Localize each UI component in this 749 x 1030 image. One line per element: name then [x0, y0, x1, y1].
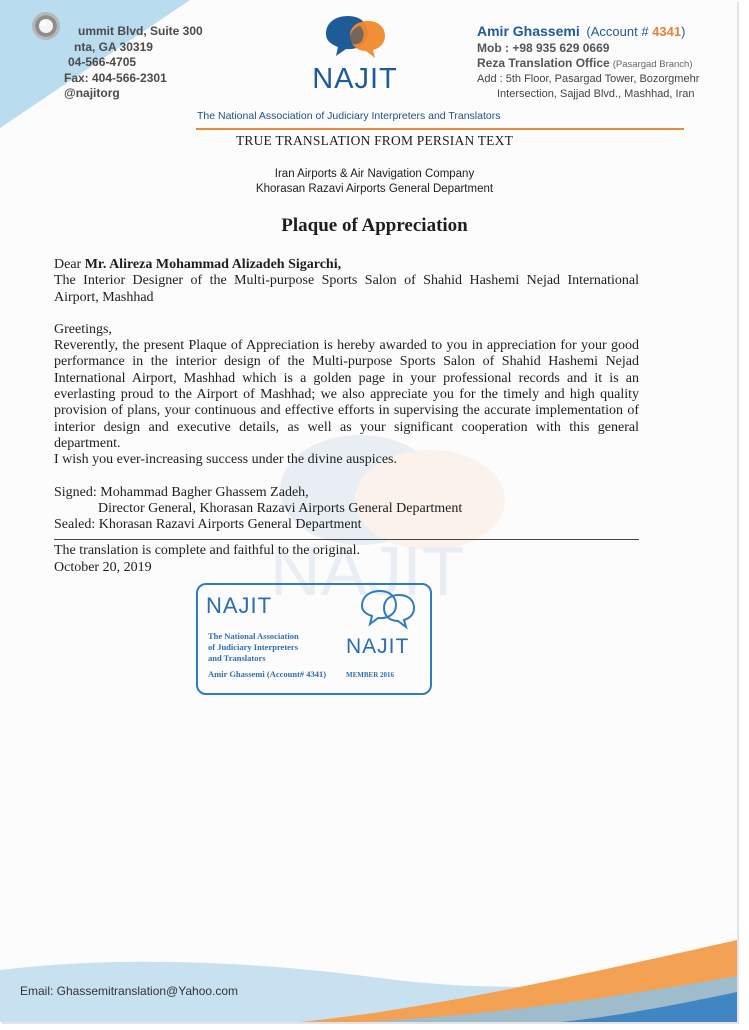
us-office-info — [64, 24, 203, 102]
issuing-company — [0, 167, 749, 197]
office-line — [477, 56, 699, 72]
stamp-logo-text-2: NAJIT — [346, 635, 410, 658]
najit-stamp — [196, 583, 432, 695]
translation-note: The translation is complete and faithful to the original. — [54, 543, 360, 559]
spacer — [54, 306, 639, 322]
svg-text:NAJIT: NAJIT — [270, 532, 465, 610]
sealed-line: Sealed: Khorasan Razavi Airports General Department — [54, 517, 362, 533]
stamp-assoc-line-2: of Judiciary Interpreters — [208, 642, 299, 652]
phone: 04-566-4705 — [68, 55, 137, 69]
account-label-text: (Account # — [586, 24, 653, 39]
stamp-account: Amir Ghassemi (Account# 4341) — [208, 669, 327, 679]
header-divider — [196, 128, 684, 130]
greeting: Greetings, — [54, 321, 112, 337]
closing-wish: I wish you ever-increasing success under the divine auspices. — [54, 452, 397, 468]
address-line-2: nta, GA 30319 — [74, 39, 153, 54]
recipient-name: Mr. Alireza Mohammad Alizadeh Sigarchi, — [84, 257, 342, 272]
document-title: Plaque of Appreciation — [281, 215, 468, 236]
signed-line: Signed: Mohammad Bagher Ghassem Zadeh, — [54, 484, 309, 500]
translator-name: Amir Ghassemi — [477, 23, 580, 39]
staple-hole-icon — [32, 12, 60, 40]
footer-wave — [0, 940, 737, 1022]
logo-text: NAJIT — [312, 63, 398, 95]
footer-email: Email: Ghassemitranslation@Yahoo.com — [20, 984, 239, 998]
salutation — [54, 257, 639, 273]
salutation-prefix: Dear — [54, 257, 85, 272]
company-line-2: Khorasan Razavi Airports General Department — [255, 183, 494, 195]
signer-title: Director General, Khorasan Razavi Airports General Department — [98, 500, 463, 516]
translation-heading: TRUE TRANSLATION FROM PERSIAN TEXT — [235, 133, 514, 148]
translator-info — [477, 24, 699, 102]
office-address-2: Intersection, Sajjad Blvd., Mashhad, Iran — [497, 88, 695, 100]
divider-line — [54, 539, 639, 540]
body-paragraph: Reverently, the present Plaque of Appreciation is hereby awarded to you in appreciation for your good performance in the interior design of the Multi-purpose Sports Salon of Shahid Hashemi Nejad International Airport, Mashhad which is a golden page in your professional records and it is an everlasting proud to the Airport of Mashhad; we also appreciate you for the timely and high quality provision of plans, your continuous and effective efforts in supervising the accurate implementation of interior design and executive details, as well as your significant cooperation with this general department. — [54, 338, 639, 451]
company-line-1: Iran Airports & Air Navigation Company — [274, 168, 475, 180]
office-branch: (Pasargad Branch) — [612, 59, 693, 70]
logo-speech-bubbles-icon — [320, 14, 390, 60]
translator-name-line — [477, 24, 699, 41]
stamp-bubbles-icon — [358, 589, 418, 631]
address-line-1: ummit Blvd, Suite 300 — [78, 24, 203, 38]
spacer — [54, 469, 639, 485]
stamp-member: MEMBER 2016 — [346, 671, 395, 679]
account-label — [583, 24, 686, 39]
fax: Fax: 404-566-2301 — [64, 70, 167, 85]
office-name: Reza Translation Office — [477, 56, 610, 70]
org-full-name: The National Association of Judiciary Interpreters and Translators — [197, 110, 501, 122]
stamp-logo-text: NAJIT — [206, 593, 273, 618]
account-number: 4341 — [652, 24, 682, 39]
stamp-assoc-line-3: and Translators — [208, 653, 266, 663]
account-close: ) — [681, 24, 686, 39]
social-handle: @najitorg — [64, 86, 120, 100]
translation-date: October 20, 2019 — [54, 559, 152, 575]
stamp-assoc-line-1: The National Association — [208, 631, 299, 641]
recipient-role: The Interior Designer of the Multi-purpose Sports Salon of Shahid Hashemi Nejad International Airport, Mashhad — [54, 273, 639, 305]
najit-logo — [300, 14, 410, 96]
mobile: Mob : +98 935 629 0669 — [477, 41, 610, 55]
stamp-association — [208, 631, 299, 664]
office-address-1: Add : 5th Floor, Pasargad Tower, Bozorgmehr — [477, 73, 700, 85]
letter-body — [54, 257, 639, 576]
